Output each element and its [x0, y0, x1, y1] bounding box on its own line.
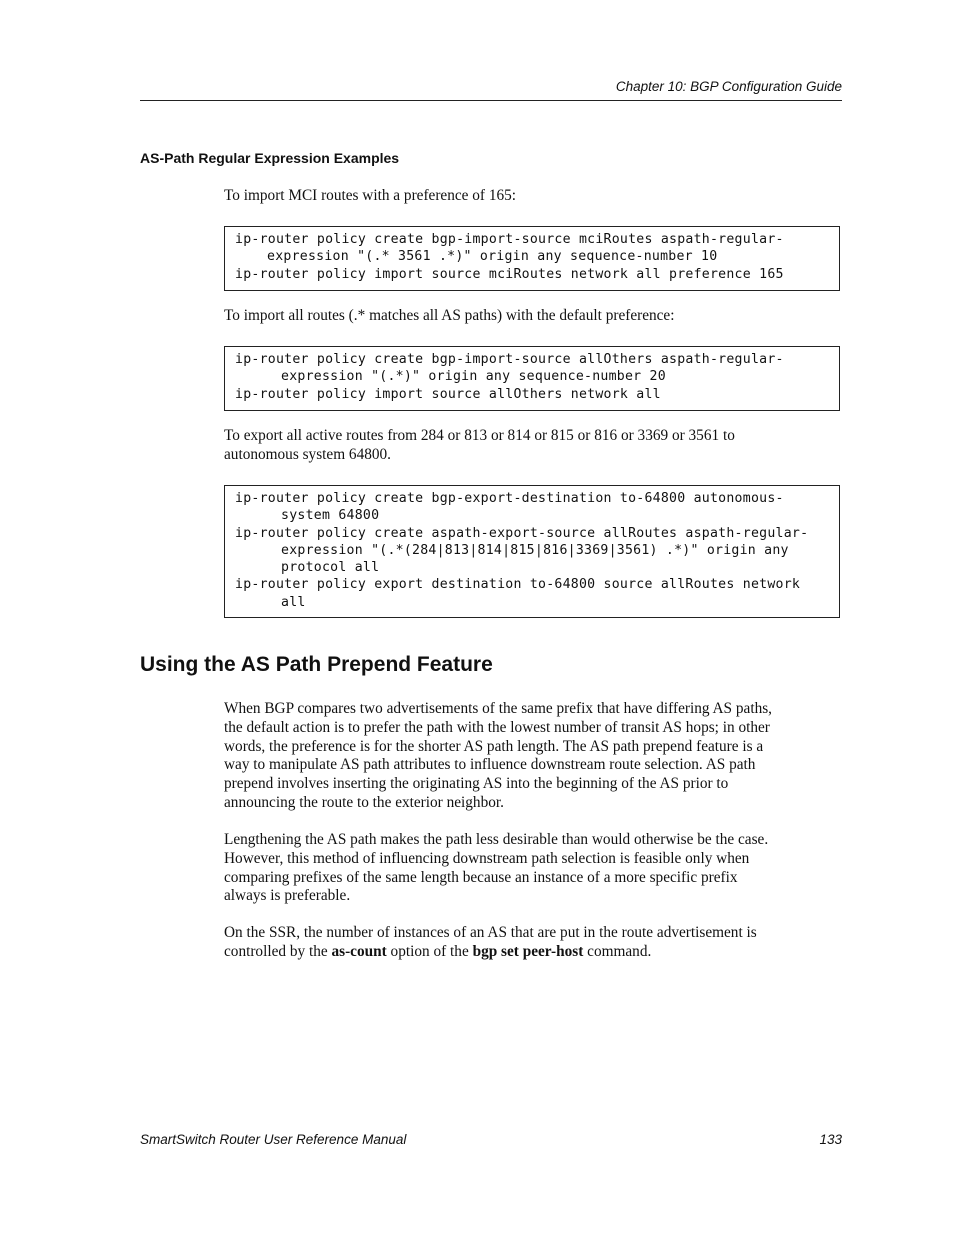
text-line: Lengthening the AS path makes the path less desirable than would otherwise be the case.	[224, 831, 769, 848]
text-line	[224, 943, 842, 962]
code-line: ip-router policy create bgp-import-source allOthers aspath-regular-	[235, 352, 784, 367]
code-line: all	[281, 594, 306, 610]
text-line: However, this method of influencing downstream path selection is feasible only when	[224, 849, 750, 867]
header-rule	[140, 100, 842, 101]
code-line: ip-router policy export destination to-64800 source allRoutes network	[235, 577, 801, 593]
intro-line: To export all active routes from 284 or 813 or 814 or 815 or 816 or 3369 or 3561 to	[224, 427, 735, 444]
section-title: Using the AS Path Prepend Feature	[140, 653, 493, 676]
code-line: ip-router policy create bgp-export-destination to-64800 autonomous-	[235, 491, 784, 506]
intro-line: autonomous system 64800.	[224, 445, 391, 463]
code-block-2	[224, 346, 840, 411]
text-line: words, the preference is for the shorter AS path length. The AS path prepend feature is a	[224, 737, 764, 755]
text-run: option of the	[386, 942, 473, 960]
text-line: always is preferable.	[224, 887, 351, 905]
example-2-intro: To import all routes (.* matches all AS paths) with the default preference:	[224, 307, 675, 324]
code-line: system 64800	[281, 508, 380, 524]
code-line: expression "(.*)" origin any sequence-number 20	[281, 369, 666, 385]
section-paragraph-1	[224, 700, 842, 813]
bgp-command: bgp set peer-host	[472, 942, 584, 960]
section-paragraph-2	[224, 831, 842, 906]
subsection-title: AS-Path Regular Expression Examples	[140, 150, 400, 166]
text-line: comparing prefixes of the same length because an instance of a more specific prefix	[224, 868, 738, 886]
text-run: command.	[583, 942, 652, 960]
as-count-option: as-count	[331, 942, 387, 960]
text-line: On the SSR, the number of instances of an AS that are put in the route advertisement is	[224, 924, 757, 941]
code-line: ip-router policy create aspath-export-source allRoutes aspath-regular-	[235, 525, 809, 541]
code-line: ip-router policy create bgp-import-source mciRoutes aspath-regular-	[235, 232, 784, 247]
text-line: prepend involves inserting the originating AS into the beginning of the AS prior to	[224, 775, 729, 793]
text-line: When BGP compares two advertisements of the same prefix that have differing AS paths,	[224, 700, 772, 717]
code-line: ip-router policy import source allOthers network all	[235, 386, 661, 402]
page-number: 133	[819, 1132, 842, 1147]
running-header: Chapter 10: BGP Configuration Guide	[615, 79, 842, 94]
text-line: the default action is to prefer the path with the lowest number of transit AS hops; in other	[224, 718, 770, 736]
code-line: expression "(.* 3561 .*)" origin any sequence-number 10	[267, 249, 718, 265]
code-block-3	[224, 485, 840, 618]
text-line: way to manipulate AS path attributes to influence downstream route selection. AS path	[224, 756, 756, 774]
code-block-1	[224, 226, 840, 291]
code-line: expression "(.*(284|813|814|815|816|3369|3561) .*)" origin any	[281, 542, 789, 558]
code-line: protocol all	[281, 560, 380, 576]
example-3-intro	[224, 427, 842, 465]
text-line: announcing the route to the exterior neighbor.	[224, 793, 504, 811]
footer-manual-title: SmartSwitch Router User Reference Manual	[140, 1132, 407, 1147]
example-1-intro: To import MCI routes with a preference of 165:	[224, 187, 517, 204]
text-run: controlled by the	[224, 942, 332, 960]
section-paragraph-3	[224, 924, 842, 962]
code-line: ip-router policy import source mciRoutes network all preference 165	[235, 266, 784, 282]
